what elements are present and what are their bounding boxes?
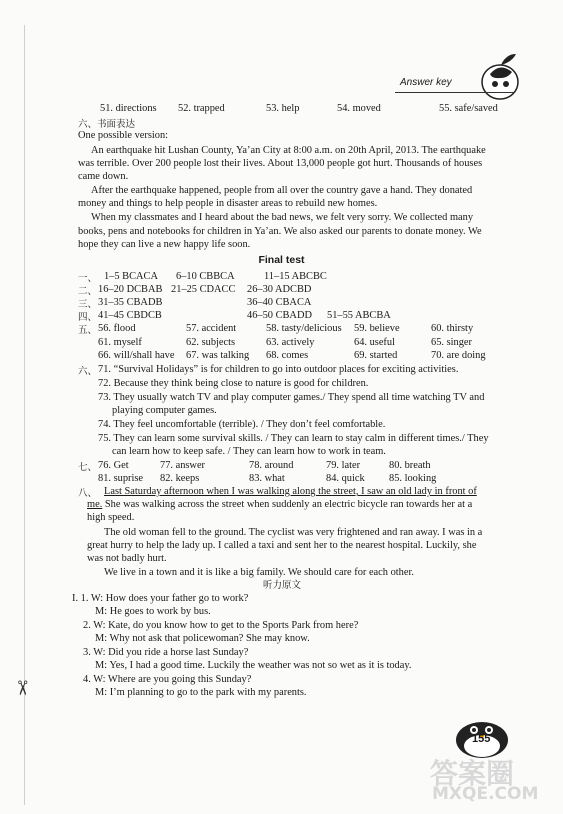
answer-item: 62. subjects [186, 337, 236, 348]
answer-item: 60. thirsty [431, 323, 474, 334]
answer-line: 71. “Survival Holidays” is for children to go into outdoor places for exciting activities. [98, 364, 459, 375]
answer-item: 84. quick [326, 473, 365, 484]
answer-group: 36–40 CBACA [247, 297, 312, 308]
answer-group: 11–15 ABCBC [264, 271, 327, 282]
answer-item: 85. looking [389, 473, 437, 484]
section-label: 三、 [78, 299, 98, 310]
underlined-word: me. [87, 499, 103, 510]
answer-item: 61. myself [98, 337, 142, 348]
scissors-icon: ✂ [10, 679, 35, 697]
answer-item: 70. are doing [431, 350, 486, 361]
section-writing-title: 六、书面表达 [78, 119, 136, 130]
final-test-title: Final test [258, 254, 305, 266]
answer-line: 74. They feel uncomfortable (terrible). / They don’t feel comfortable. [98, 419, 386, 430]
composition-line: was not badly hurt. [87, 553, 167, 564]
answer-group: 46–50 CBADD [247, 310, 312, 321]
answer-item: 77. answer [160, 460, 206, 471]
section-label: 一、 [78, 273, 98, 284]
essay-line: books, pens and notebooks for children in Ya’an. We also asked our parents to donate money. We [78, 226, 482, 237]
essay-line: When my classmates and I heard about the bad news, we felt very sorry. We collected many [91, 212, 474, 223]
composition-line: The old woman fell to the ground. The cyclist was very frightened and ran away. I was in a [104, 527, 483, 538]
composition-line: We live in a town and it is like a big family. We should care for each other. [104, 567, 414, 578]
answer-item: 83. what [249, 473, 285, 484]
apple-mascot-icon [468, 48, 528, 104]
composition-line: high speed. [87, 512, 135, 523]
composition-line: Last Saturday afternoon when I was walking along the street, I saw an old lady in front of [104, 486, 477, 497]
section-label: 二、 [78, 286, 98, 297]
answer-line: 72. Because they think being close to nature is good for children. [98, 378, 369, 389]
answer-53: 53. help [266, 103, 300, 114]
answer-item: 65. singer [431, 337, 472, 348]
header-rule [395, 92, 515, 93]
section-label: 七、 [78, 462, 98, 473]
answer-group: 41–45 CBDCB [98, 310, 162, 321]
answer-item: 76. Get [98, 460, 129, 471]
essay-line: was terrible. Over 200 people lost their lives. About 13,000 people got hurt. Thousands of houses [78, 158, 483, 169]
answer-item: 79. later [326, 460, 361, 471]
listening-line: M: I’m planning to go to the park with my parents. [95, 687, 307, 698]
answer-item: 58. tasty/delicious [266, 323, 342, 334]
composition-line: great hurry to help the lady up. I called a taxi and sent her to the nearest hospital. Luckily, she [87, 540, 477, 551]
one-possible-version: One possible version: [78, 130, 169, 141]
answer-55: 55. safe/saved [439, 103, 498, 114]
answer-item: 67. was talking [186, 350, 250, 361]
watermark-logo: 答案圈 [430, 757, 515, 790]
answer-item: 78. around [249, 460, 294, 471]
answer-group: 1–5 BCACA [104, 271, 158, 282]
section-label: 六、 [78, 366, 98, 377]
answer-item: 56. flood [98, 323, 136, 334]
answer-line: can learn how to keep safe. / They can learn how to work in team. [112, 446, 386, 457]
answer-group: 21–25 CDACC [171, 284, 236, 295]
listening-line: 2. W: Kate, do you know how to get to the Sports Park from here? [83, 620, 359, 631]
answer-51: 51. directions [100, 103, 157, 114]
essay-line: After the earthquake happened, people from all over the country gave a hand. They donated [91, 185, 473, 196]
answer-item: 66. will/shall have [98, 350, 175, 361]
watermark-url: MXQE.COM [432, 784, 539, 804]
listening-line: M: Why not ask that policewoman? She may know. [95, 633, 310, 644]
answer-item: 64. useful [354, 337, 395, 348]
listening-line: M: He goes to work by bus. [95, 606, 211, 617]
answer-group: 26–30 ADCBD [247, 284, 312, 295]
answer-item: 80. breath [389, 460, 431, 471]
answer-54: 54. moved [337, 103, 381, 114]
answer-line: 75. They can learn some survival skills. / They can learn to stay calm in different times./ They [98, 433, 489, 444]
answer-group: 51–55 ABCBA [327, 310, 391, 321]
page-number: 155 [472, 733, 491, 745]
essay-line: money and things to help people in disaster areas to rebuild new homes. [78, 198, 378, 209]
answer-line: playing computer games. [112, 405, 217, 416]
listening-line: I. 1. W: How does your father go to work? [72, 593, 249, 604]
answer-key-label: Answer key [400, 77, 452, 88]
section-label: 四、 [78, 312, 98, 323]
section-label: 五、 [78, 325, 98, 336]
listening-title: 听力原文 [263, 580, 302, 591]
answer-group: 31–35 CBADB [98, 297, 163, 308]
composition-line-rest: She was walking across the street when suddenly an electric bicycle ran towards her at a [102, 499, 473, 510]
answer-item: 59. believe [354, 323, 400, 334]
answer-item: 63. actively [266, 337, 315, 348]
listening-line: 4. W: Where are you going this Sunday? [83, 674, 252, 685]
answer-group: 6–10 CBBCA [176, 271, 235, 282]
answer-52: 52. trapped [178, 103, 225, 114]
essay-line: came down. [78, 171, 129, 182]
essay-line: An earthquake hit Lushan County, Ya’an City at 8:00 a.m. on 20th April, 2013. The earthquake [91, 145, 486, 156]
answer-item: 82. keeps [160, 473, 200, 484]
answer-line: 73. They usually watch TV and play computer games./ They spend all time watching TV and [98, 392, 485, 403]
answer-item: 57. accident [186, 323, 237, 334]
answer-item: 68. comes [266, 350, 309, 361]
answer-item: 69. started [354, 350, 398, 361]
essay-line: hope they can live a new happy life soon. [78, 239, 251, 250]
answer-item: 81. suprise [98, 473, 144, 484]
answer-group: 16–20 DCBAB [98, 284, 163, 295]
section-label: 八、 [78, 488, 98, 499]
listening-line: 3. W: Did you ride a horse last Sunday? [83, 647, 249, 658]
listening-line: M: Yes, I had a good time. Luckily the weather was not so wet as it is today. [95, 660, 412, 671]
composition-line [87, 498, 472, 511]
